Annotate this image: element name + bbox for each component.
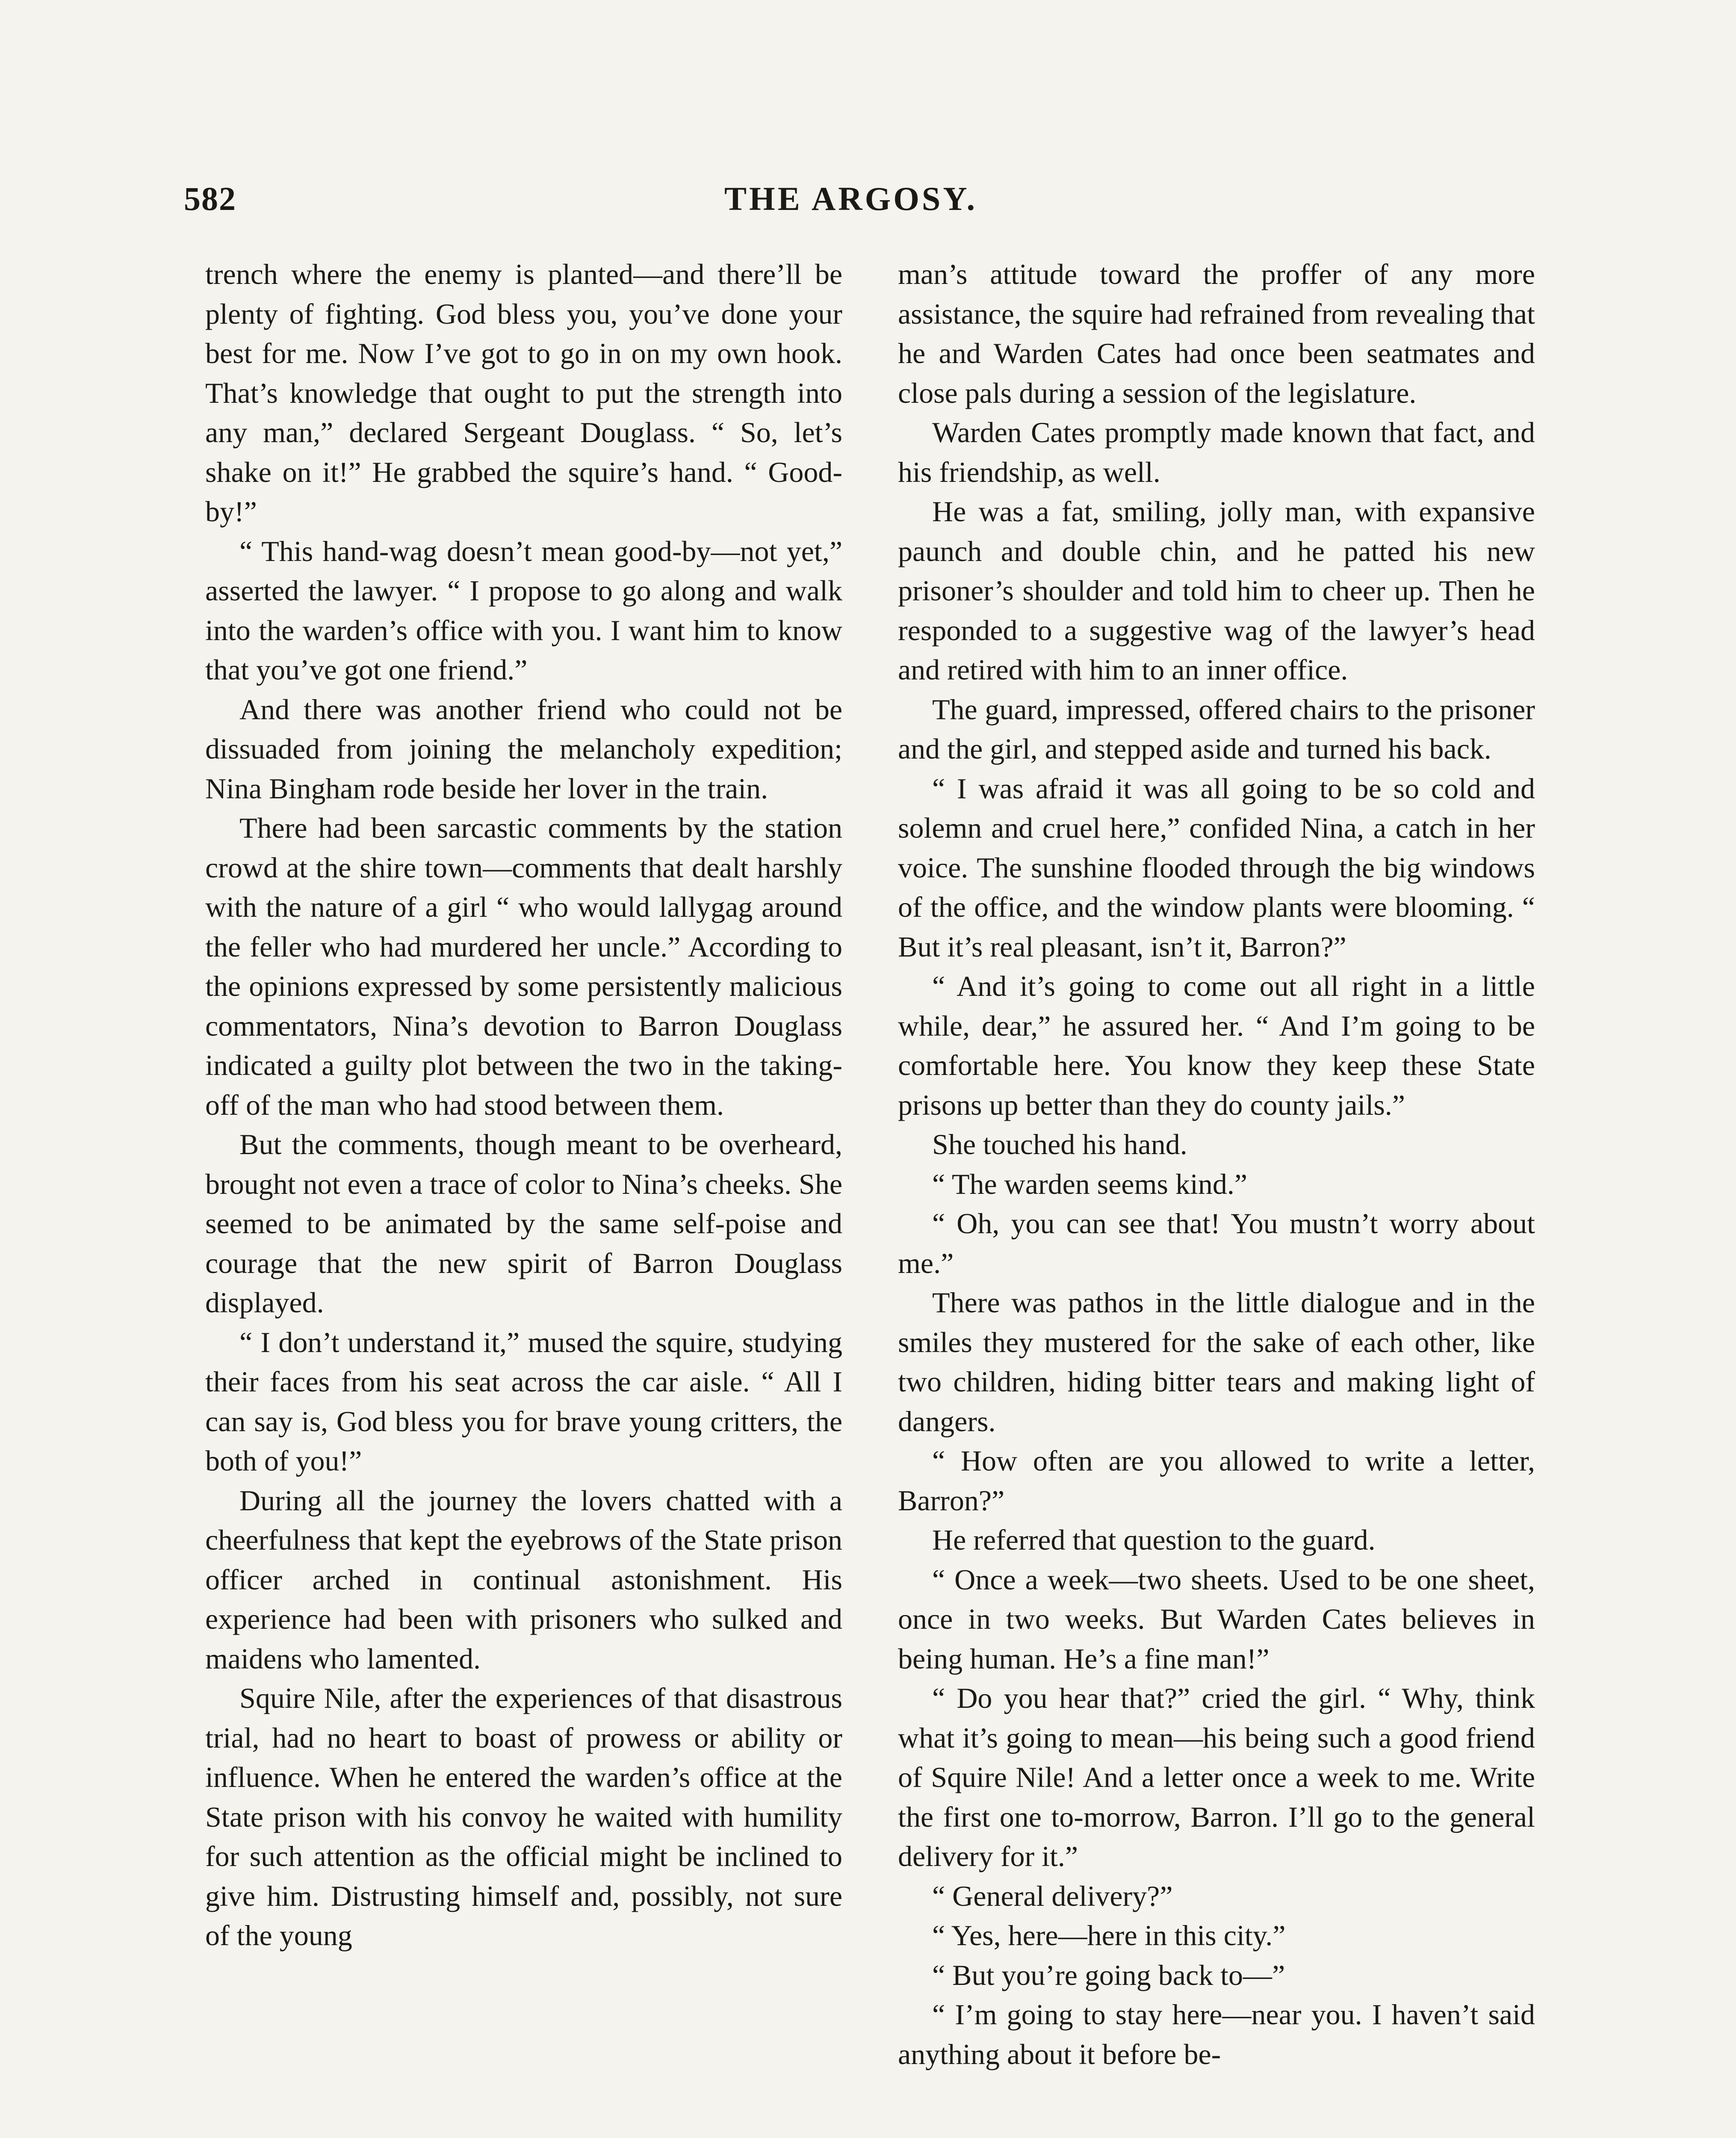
paragraph: “ Once a week—two sheets. Used to be one sheet, once in two weeks. But Warden Cates believes in being human. He’s a fine man!” <box>898 1563 1535 1675</box>
page-header <box>171 180 1531 231</box>
paragraph: The guard, impressed, offered chairs to the prisoner and the girl, and stepped aside and turned his back. <box>898 693 1535 765</box>
right-column <box>898 254 1535 2074</box>
paragraph: “ I was afraid it was all going to be so cold and solemn and cruel here,” confided Nina, a catch in her voice. The sunshine flooded through the big windows of the office, and the window plants were blooming. “ But it’s real pleasant, isn’t it, Barron?” <box>898 772 1535 963</box>
paragraph: “ General delivery?” <box>932 1879 1173 1912</box>
paragraph: “ Yes, here—here in this city.” <box>932 1919 1286 1952</box>
paragraph: “ Do you hear that?” cried the girl. “ Why, think what it’s going to mean—his being such a good friend of Squire Nile! And a letter once a week to me. Write the first one to-morrow, Barron. I’ll go to the general delivery for it.” <box>898 1682 1535 1872</box>
paragraph: trench where the enemy is planted—and there’ll be plenty of fighting. God bless you, you’ve done your best for me. Now I’ve got to go in on my own hook. That’s knowledge that ought to put the strength into any man,” declared Sergeant Douglass. “ So, let’s shake on it!” He grabbed the squire’s hand. “ Good-by!” <box>205 258 842 528</box>
paragraph: But the comments, though meant to be overheard, brought not even a trace of color to Nina’s cheeks. She seemed to be animated by the same self-poise and courage that the new spirit of Barron Douglass displayed. <box>205 1128 842 1319</box>
paragraph: There was pathos in the little dialogue and in the smiles they mustered for the sake of each other, like two children, hiding bitter tears and making light of dangers. <box>898 1286 1535 1438</box>
paragraph: man’s attitude toward the proffer of any more assistance, the squire had refrained from revealing that he and Warden Cates had once been seatmates and close pals during a session of the legislature. <box>898 258 1535 409</box>
paragraph: And there was another friend who could not be dissuaded from joining the melancholy expedition; Nina Bingham rode beside her lover in the train. <box>205 693 842 805</box>
paragraph: “ How often are you allowed to write a letter, Barron?” <box>898 1444 1535 1517</box>
paragraph: During all the journey the lovers chatted with a cheerfulness that kept the eyebrows of the State prison officer arched in continual astonishment. His experience had been with prisoners who sulked and maidens who lamented. <box>205 1484 842 1675</box>
text-columns <box>205 254 1535 2074</box>
paragraph: Squire Nile, after the experiences of that disastrous trial, had no heart to boast of prowess or ability or influence. When he entered the warden’s office at the State prison with his convoy he waited with humility for such attention as the official might be inclined to give him. Distrusting himself and, possibly, not sure of the young <box>205 1682 842 1952</box>
paragraph: “ I don’t understand it,” mused the squire, studying their faces from his seat across the car aisle. “ All I can say is, God bless you for brave young critters, the both of you!” <box>205 1326 842 1477</box>
paragraph: He was a fat, smiling, jolly man, with expansive paunch and double chin, and he patted his new prisoner’s shoulder and told him to cheer up. Then he responded to a suggestive wag of the lawyer’s head and retired with him to an inner office. <box>898 495 1535 686</box>
paragraph: He referred that question to the guard. <box>932 1524 1376 1556</box>
paragraph: “ But you’re going back to—” <box>932 1958 1285 1991</box>
page-number: 582 <box>184 180 236 217</box>
paragraph: “ The warden seems kind.” <box>932 1167 1248 1200</box>
paragraph: She touched his hand. <box>932 1128 1187 1161</box>
paragraph: Warden Cates promptly made known that fact, and his friendship, as well. <box>898 416 1535 488</box>
paragraph: “ And it’s going to come out all right in a little while, dear,” he assured her. “ And I’m going to be comfortable here. You know they keep these State prisons up better than they do county jails.” <box>898 970 1535 1121</box>
paragraph: “ I’m going to stay here—near you. I haven’t said anything about it before be- <box>898 1998 1535 2070</box>
paragraph: “ This hand-wag doesn’t mean good-by—not yet,” asserted the lawyer. “ I propose to go along and walk into the warden’s office with you. I want him to know that you’ve got one friend.” <box>205 534 842 686</box>
paragraph: “ Oh, you can see that! You mustn’t worry about me.” <box>898 1207 1535 1279</box>
paragraph: There had been sarcastic comments by the station crowd at the shire town—comments that dealt harshly with the nature of a girl “ who would lallygag around the feller who had murdered her uncle.” According to the opinions expressed by some persistently malicious commentators, Nina’s devotion to Barron Douglass indicated a guilty plot between the two in the taking-off of the man who had stood between them. <box>205 812 842 1121</box>
left-column <box>205 254 842 2074</box>
running-head: THE ARGOSY. <box>724 180 977 217</box>
